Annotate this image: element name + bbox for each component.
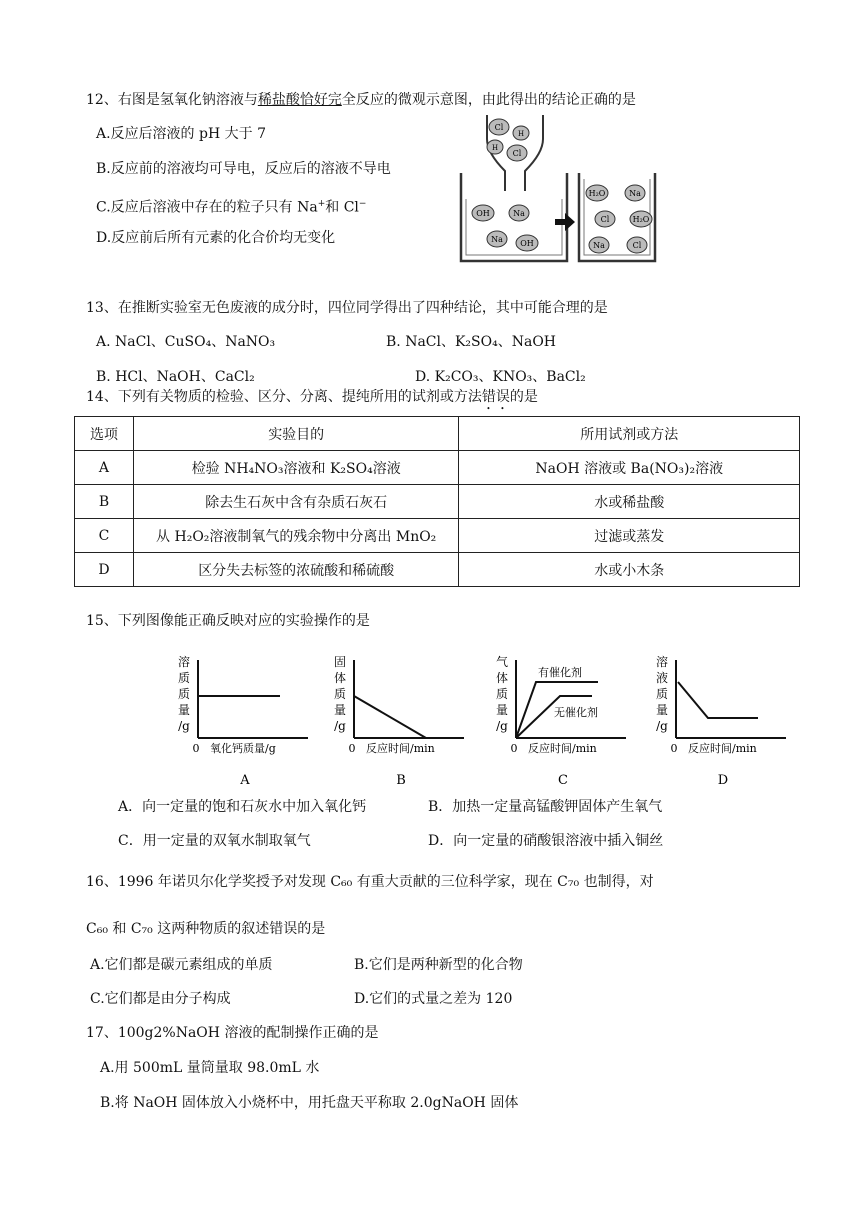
table-header: 选项	[75, 417, 134, 451]
table-header: 所用试剂或方法	[459, 417, 800, 451]
table-cell: 水或稀盐酸	[459, 485, 800, 519]
table-cell: C	[75, 519, 134, 553]
y-axis-label: 量	[495, 703, 509, 717]
q15-option-a: A．向一定量的饱和石灰水中加入氧化钙	[118, 799, 367, 815]
y-axis-label: 溶	[655, 655, 669, 669]
q14-stem: 14、下列有关物质的检验、区分、分离、提纯所用的试剂或方法错误的是	[86, 389, 538, 405]
y-axis-label: 量	[333, 703, 347, 717]
y-axis-label: 质	[177, 687, 191, 701]
ion-label: Na	[593, 241, 605, 250]
y-axis-label: 质	[655, 687, 669, 701]
graph-letter: B	[396, 773, 406, 788]
y-axis-label: 体	[333, 671, 347, 685]
q13-stem: 13、在推断实验室无色废液的成分时，四位同学得出了四种结论，其中可能合理的是	[86, 300, 608, 316]
table-row	[75, 485, 800, 519]
table-row	[75, 553, 800, 587]
q15-option-d: D．向一定量的硝酸银溶液中插入铜丝	[428, 833, 664, 849]
q12-option-c: C.反应后溶液中存在的粒子只有 Na+和 Cl−	[96, 199, 367, 216]
ion-label: H₂O	[632, 215, 650, 224]
q16-option-c: C.它们都是由分子构成	[90, 991, 231, 1007]
y-axis-label: /g	[178, 719, 190, 733]
y-axis-label: 量	[177, 703, 191, 717]
q15-option-b: B．加热一定量高锰酸钾固体产生氧气	[428, 799, 663, 815]
q14-table	[74, 416, 800, 587]
ion-label: Na	[629, 189, 641, 198]
ion-label: Cl	[600, 215, 610, 224]
reaction-diagram-svg	[455, 113, 665, 271]
table-cell: 除去生石灰中含有杂质石灰石	[133, 485, 459, 519]
y-axis-label: 固	[333, 655, 347, 669]
graph-letter: D	[717, 773, 729, 788]
y-axis-label: 质	[333, 687, 347, 701]
table-cell: A	[75, 451, 134, 485]
y-axis-label: 量	[655, 703, 669, 717]
ion-label: H	[491, 144, 499, 152]
q15-graph-d	[648, 652, 798, 792]
q15-graph-c	[488, 652, 638, 792]
q13-option-d: D. K₂CO₃、KNO₃、BaCl₂	[415, 369, 586, 385]
y-axis-label: 溶	[177, 655, 191, 669]
ion-label: H₂O	[588, 189, 606, 198]
q17-option-a: A.用 500mL 量筒量取 98.0mL 水	[100, 1060, 320, 1076]
table-cell: B	[75, 485, 134, 519]
q16-option-b: B.它们是两种新型的化合物	[354, 957, 523, 973]
q17-option-b: B.将 NaOH 固体放入小烧杯中，用托盘天平称取 2.0gNaOH 固体	[100, 1095, 519, 1111]
curve-label: 无催化剂	[554, 706, 598, 719]
graph-letter: A	[240, 773, 250, 788]
origin-label: 0	[510, 742, 518, 755]
graph-c-svg	[488, 652, 638, 792]
graph-b-svg	[326, 652, 476, 792]
origin-label: 0	[670, 742, 678, 755]
y-axis-label: /g	[656, 719, 668, 733]
x-axis-label: 反应时间/min	[366, 742, 435, 755]
table-row	[75, 519, 800, 553]
table-cell: D	[75, 553, 134, 587]
x-axis-label: 反应时间/min	[528, 742, 597, 755]
y-axis-label: /g	[334, 719, 346, 733]
x-axis-label: 氧化钙质量/g	[210, 742, 276, 755]
table-header-row	[75, 417, 800, 451]
table-cell: 检验 NH₄NO₃溶液和 K₂SO₄溶液	[133, 451, 459, 485]
y-axis-label: /g	[496, 719, 508, 733]
y-axis-label: 气	[495, 655, 509, 669]
q12-option-d: D.反应前后所有元素的化合价均无变化	[96, 230, 336, 246]
ion-label: H	[517, 130, 525, 138]
origin-label: 0	[192, 742, 200, 755]
q12-stem: 12、右图是氢氧化钠溶液与稀盐酸恰好完全反应的微观示意图，由此得出的结论正确的是	[86, 92, 636, 108]
ion-label: Cl	[632, 241, 642, 250]
funnel-ions	[487, 119, 529, 161]
q13-option-a: A. NaCl、CuSO₄、NaNO₃	[96, 334, 276, 350]
y-axis-label: 液	[655, 671, 669, 685]
ion-label: Cl	[494, 123, 504, 132]
q17-stem: 17、100g2%NaOH 溶液的配制操作正确的是	[86, 1025, 379, 1041]
y-axis-label: 质	[495, 687, 509, 701]
x-axis-label: 反应时间/min	[688, 742, 757, 755]
y-axis-label: 体	[495, 671, 509, 685]
ion-label: Cl	[512, 149, 522, 158]
graph-a-svg	[170, 652, 320, 792]
q12-reaction-diagram	[455, 113, 665, 271]
ion-label: Na	[513, 209, 525, 218]
q16-stem-line2: C₆₀ 和 C₇₀ 这两种物质的叙述错误的是	[86, 921, 326, 937]
table-header: 实验目的	[133, 417, 459, 451]
q15-graph-a	[170, 652, 320, 792]
ion-label: OH	[520, 239, 534, 248]
q16-stem-line1: 16、1996 年诺贝尔化学奖授予对发现 C₆₀ 有重大贡献的三位科学家，现在 C₇₀ 也制得，对	[86, 874, 654, 890]
table-cell: 区分失去标签的浓硫酸和稀硫酸	[133, 553, 459, 587]
y-axis-label: 质	[177, 671, 191, 685]
table-cell: 过滤或蒸发	[459, 519, 800, 553]
table-row	[75, 451, 800, 485]
q12-option-b: B.反应前的溶液均可导电，反应后的溶液不导电	[96, 161, 391, 177]
table-cell: 水或小木条	[459, 553, 800, 587]
table-cell: NaOH 溶液或 Ba(NO₃)₂溶液	[459, 451, 800, 485]
ion-label: OH	[476, 209, 490, 218]
origin-label: 0	[348, 742, 356, 755]
curve-label: 有催化剂	[538, 666, 582, 679]
graph-d-svg	[648, 652, 798, 792]
q15-graph-b	[326, 652, 476, 792]
q16-option-a: A.它们都是碳元素组成的单质	[90, 957, 273, 973]
ion-label: Na	[491, 235, 503, 244]
q15-stem: 15、下列图像能正确反映对应的实验操作的是	[86, 613, 370, 629]
q13-option-c: B. HCl、NaOH、CaCl₂	[96, 369, 255, 385]
q15-option-c: C．用一定量的双氧水制取氧气	[118, 833, 311, 849]
q16-option-d: D.它们的式量之差为 120	[354, 991, 513, 1007]
table-cell: 从 H₂O₂溶液制氧气的残余物中分离出 MnO₂	[133, 519, 459, 553]
q12-option-a: A.反应后溶液的 pH 大于 7	[96, 126, 266, 142]
graph-letter: C	[558, 773, 568, 788]
q13-option-b: B. NaCl、K₂SO₄、NaOH	[386, 334, 557, 350]
